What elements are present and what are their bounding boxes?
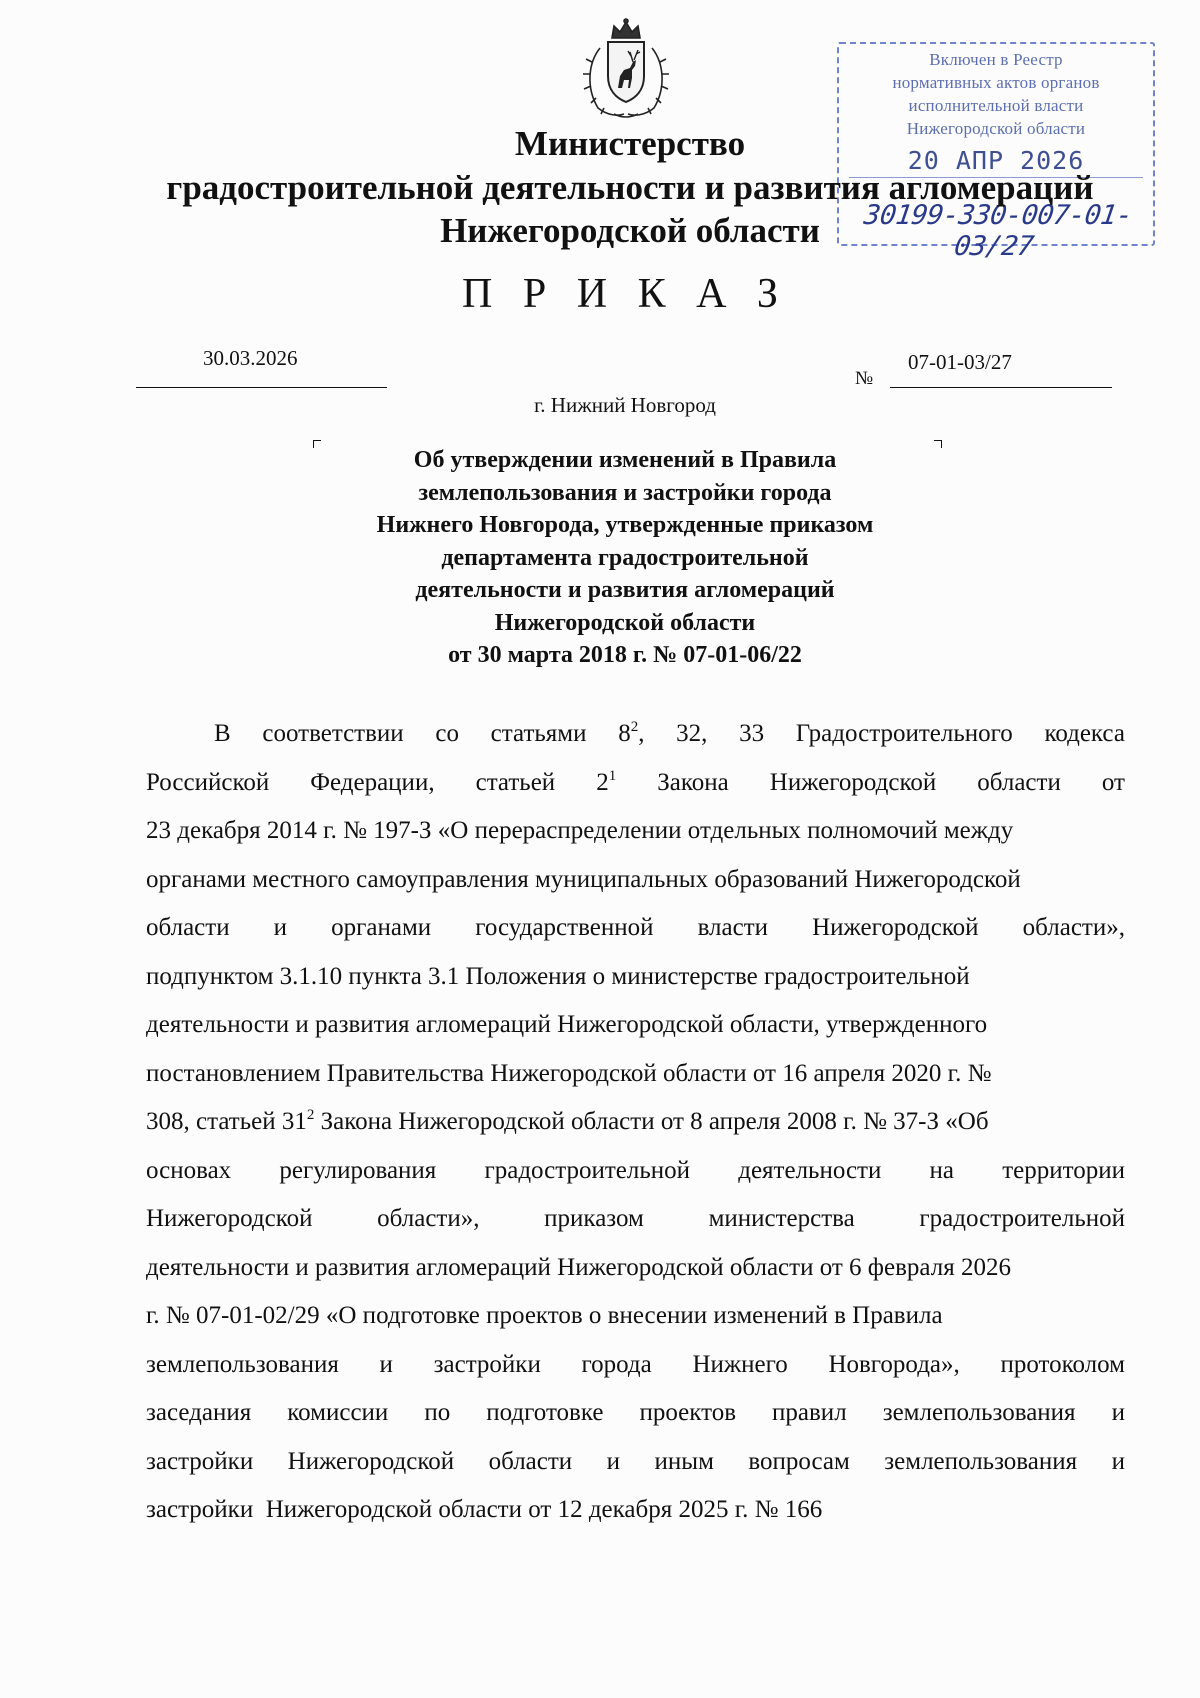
subject-line: Нижнего Новгорода, утвержденные приказом <box>376 512 874 538</box>
body-line: застройки Нижегородской области от 12 декабря 2025 г. № 166 <box>146 1496 823 1523</box>
body-line: области и органами государственной власти Нижегородской области», <box>146 914 1125 941</box>
body-line: деятельности и развития агломераций Нижегородской области, утвержденного <box>146 1011 988 1038</box>
stamp-date: 20 АПР 2026 <box>907 146 1085 175</box>
ministry-title-line-2: градостроительной деятельности и развития агломераций <box>166 168 1094 207</box>
ministry-title-line-1: Министерство <box>514 124 746 163</box>
body-line: подпунктом 3.1.10 пункта 3.1 Положения о министерстве градостроительной <box>146 962 970 990</box>
body-line: заседания комиссии по подготовке проектов правил землепользования и <box>146 1399 1125 1426</box>
stamp-registration-number: 30199-330-007-01-03/27 <box>862 200 1135 262</box>
order-number: 07-01-03/27 <box>908 350 1012 374</box>
date-underline <box>136 387 387 388</box>
body-line: основах регулирования градостроительной деятельности на территории <box>146 1156 1125 1184</box>
body-line: 308, статьей $31^2$ Закона Нижегородской области от 8 апреля 2008 г. № 37-З «Об <box>146 1107 989 1135</box>
number-label: № <box>855 368 874 389</box>
subject-line: от 30 марта 2018 г. № 07-01-06/22 <box>448 642 802 668</box>
order-date: 30.03.2026 <box>203 346 298 370</box>
coat-of-arms-icon <box>578 18 674 122</box>
preamble-text <box>146 710 1125 1535</box>
subject-line: Об утверждении изменений в Правила <box>413 447 837 473</box>
subject-line: землепользования и застройки города <box>418 479 832 506</box>
body-line: В соответствии со статьями $8^2$, 32, 33 Градостроительного кодекса <box>214 719 1125 747</box>
subject-line: Нижегородской области <box>494 609 756 636</box>
subject-line: деятельности и развития агломераций <box>415 577 835 603</box>
body-line: органами местного самоуправления муниципальных образований Нижегородской <box>146 865 1021 893</box>
stamp-line-3: исполнительной власти <box>908 96 1084 115</box>
body-line: землепользования и застройки города Нижнего Новгорода», протоколом <box>146 1350 1125 1378</box>
subject-line: департамента градостроительной <box>441 544 809 571</box>
body-line: Нижегородской области», приказом министерства градостроительной <box>146 1205 1125 1232</box>
body-line: Российской Федерации, статьей $2^1$ Закона Нижегородской области от <box>146 767 1125 796</box>
order-subject <box>300 444 950 672</box>
body-line: г. № 07-01-02/29 «О подготовке проектов о внесении изменений в Правила <box>146 1302 943 1329</box>
document-type: П Р И К А З <box>462 271 788 317</box>
number-underline <box>890 387 1112 388</box>
stamp-line-2: нормативных актов органов <box>892 73 1100 92</box>
body-line: постановлением Правительства Нижегородской области от 16 апреля 2020 г. № <box>146 1059 992 1087</box>
city: г. Нижний Новгород <box>534 393 716 417</box>
stamp-line-1: Включен в Реестр <box>929 50 1063 69</box>
body-line: 23 декабря 2014 г. № 197-З «О перераспределении отдельных полномочий между <box>146 817 1014 844</box>
stamp-line-4: Нижегородской области <box>906 119 1086 138</box>
ministry-title-line-3: Нижегородской области <box>440 211 820 250</box>
body-line: застройки Нижегородской области и иным вопросам землепользования и <box>146 1447 1125 1475</box>
body-line: деятельности и развития агломераций Нижегородской области от 6 февраля 2026 <box>146 1253 1011 1281</box>
